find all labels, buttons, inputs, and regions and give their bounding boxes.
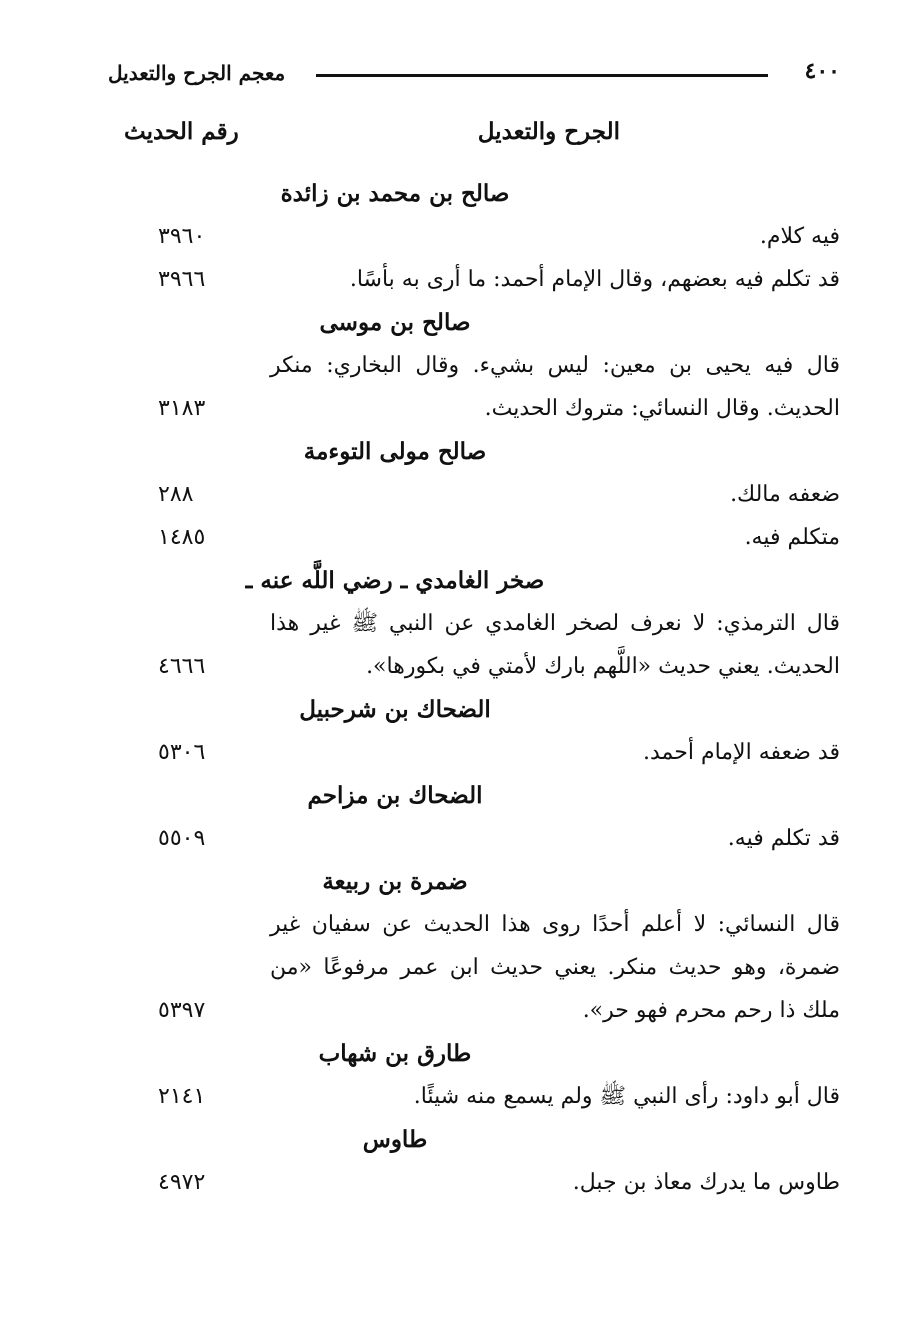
statement-text: قال الترمذي: لا نعرف لصخر الغامدي عن النبي ﷺ غير هذا الحديث. يعني حديث «اللَّهم بارك لأمتي في بكورها». — [270, 611, 840, 679]
statement-row — [100, 817, 840, 860]
narrator-name: طاوس — [362, 1126, 428, 1153]
narrator-entry — [100, 172, 840, 301]
hadith-number: ٣١٨٣ — [158, 396, 206, 421]
hadith-number: ٣٩٦٦ — [158, 267, 206, 292]
statement-row — [100, 1161, 840, 1204]
statement-text: قال النسائي: لا أعلم أحدًا روى هذا الحديث عن سفيان غير ضمرة، وهو حديث منكر. يعني حديث ابن عمر مرفوعًا «من ملك ذا رحم محرم فهو حر». — [270, 912, 840, 1023]
statement-row — [100, 903, 840, 1032]
narrator-name: صالح بن محمد بن زائدة — [280, 180, 510, 207]
narrator-entry — [100, 1032, 840, 1118]
column-header-number: رقم الحديث — [124, 118, 239, 145]
statement-row — [100, 258, 840, 301]
book-title: معجم الجرح والتعديل — [108, 61, 286, 85]
statement-row — [100, 344, 840, 430]
column-headers — [100, 118, 840, 158]
statement-text: قد تكلم فيه بعضهم، وقال الإمام أحمد: ما أرى به بأسًا. — [349, 267, 840, 292]
hadith-number: ٥٣٠٦ — [158, 740, 206, 765]
narrator-name: صخر الغامدي ـ رضي اللَّه عنه ـ — [245, 567, 545, 594]
statement-text: قد تكلم فيه. — [727, 826, 840, 851]
narrator-name: صالح بن موسى — [319, 309, 471, 336]
narrator-name: طارق بن شهاب — [318, 1040, 472, 1067]
hadith-number: ٤٩٧٢ — [158, 1170, 206, 1195]
statement-text: فيه كلام. — [759, 224, 840, 249]
statement-row — [100, 215, 840, 258]
hadith-number: ٥٣٩٧ — [158, 998, 206, 1023]
statement-row — [100, 602, 840, 688]
narrator-entry — [100, 860, 840, 1032]
column-header-main: الجرح والتعديل — [477, 118, 620, 145]
narrator-entry — [100, 688, 840, 774]
narrator-name: صالح مولى التوءمة — [303, 438, 487, 465]
narrator-entry — [100, 430, 840, 559]
hadith-number: ٥٥٠٩ — [158, 826, 206, 851]
hadith-number: ٣٩٦٠ — [158, 224, 206, 249]
statement-text: قال فيه يحيى بن معين: ليس بشيء. وقال البخاري: منكر الحديث. وقال النسائي: متروك الحديث. — [270, 353, 840, 421]
statement-text: قد ضعفه الإمام أحمد. — [642, 740, 840, 765]
statement-text: متكلم فيه. — [744, 525, 840, 550]
narrator-name: ضمرة بن ربيعة — [322, 868, 468, 895]
narrator-entry — [100, 301, 840, 430]
page-header — [100, 50, 840, 90]
statement-row — [100, 516, 840, 559]
statement-text: قال أبو داود: رأى النبي ﷺ ولم يسمع منه شيئًا. — [413, 1084, 840, 1109]
statement-text: ضعفه مالك. — [730, 482, 840, 507]
narrator-entry — [100, 774, 840, 860]
header-rule — [316, 74, 768, 77]
narrator-entry — [100, 559, 840, 688]
hadith-number: ٢٨٨ — [158, 482, 194, 507]
entries-list — [100, 172, 840, 1204]
hadith-number: ٢١٤١ — [158, 1084, 206, 1109]
page-number: ٤٠٠ — [804, 58, 840, 84]
narrator-entry — [100, 1118, 840, 1204]
hadith-number: ٤٦٦٦ — [158, 654, 206, 679]
narrator-name: الضحاك بن شرحبيل — [299, 696, 491, 723]
statement-row — [100, 731, 840, 774]
statement-row — [100, 473, 840, 516]
statement-row — [100, 1075, 840, 1118]
statement-text: طاوس ما يدرك معاذ بن جبل. — [572, 1170, 840, 1195]
hadith-number: ١٤٨٥ — [158, 525, 206, 550]
narrator-name: الضحاك بن مزاحم — [307, 782, 483, 809]
